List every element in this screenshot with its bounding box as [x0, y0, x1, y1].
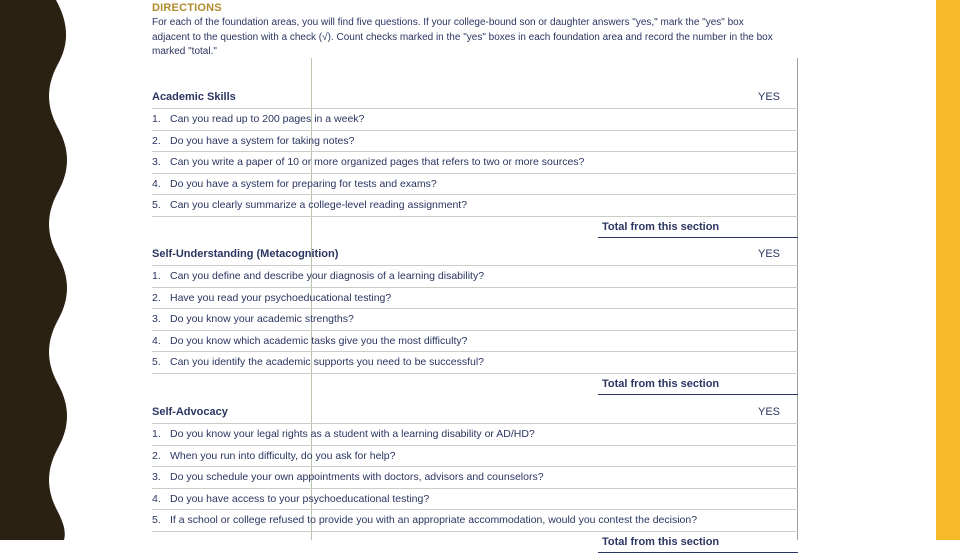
- question-row[interactable]: [152, 130, 798, 152]
- question-row[interactable]: [152, 488, 798, 510]
- question-number: 4.: [152, 334, 161, 347]
- question-text: Can you define and describe your diagnosis of a learning disability?: [170, 270, 485, 282]
- question-number: 1.: [152, 428, 161, 440]
- section-header: [152, 84, 798, 108]
- question-row[interactable]: [152, 351, 798, 373]
- question-text: If a school or college refused to provide you with an appropriate accommodation, would you contest the decision?: [170, 514, 698, 526]
- question-number: 5.: [152, 514, 161, 526]
- question-text: Do you schedule your own appointments with doctors, advisors and counselors?: [170, 471, 544, 483]
- total-label: Total from this section: [602, 377, 720, 390]
- question-text: Can you clearly summarize a college-level reading assignment?: [170, 199, 468, 211]
- questionnaire-document: [152, 0, 798, 548]
- question-row[interactable]: [152, 445, 798, 467]
- total-box-underline: [598, 237, 798, 238]
- total-box-underline: [598, 394, 798, 395]
- directions-text: For each of the foundation areas, you will find five questions. If your college-bound son or daughter answers "yes," mark the "yes" box adjacent to the question with a check (√). Count checks marked in the "yes" boxes in each foundation area and record the number in the box marked "total.": [152, 17, 773, 57]
- question-row[interactable]: [152, 194, 798, 216]
- question-number: 2.: [152, 134, 161, 147]
- question-row[interactable]: [152, 173, 798, 195]
- question-row[interactable]: [152, 108, 798, 130]
- question-text: Do you know your academic strengths?: [170, 313, 354, 325]
- section-header: [152, 399, 798, 423]
- total-row[interactable]: [152, 216, 798, 238]
- question-row[interactable]: [152, 151, 798, 173]
- question-text: Do you know your legal rights as a student with a learning disability or AD/HD?: [170, 428, 535, 440]
- question-text: Can you identify the academic supports you need to be successful?: [170, 356, 485, 368]
- question-row[interactable]: [152, 509, 798, 531]
- total-label: Total from this section: [602, 220, 720, 233]
- question-text: Do you have access to your psychoeducational testing?: [170, 492, 430, 505]
- question-text: When you run into difficulty, do you ask for help?: [170, 449, 396, 462]
- question-text: Do you have a system for taking notes?: [170, 134, 355, 147]
- section-self-advocacy: [152, 399, 798, 553]
- section-academic-skills: [152, 84, 798, 238]
- question-text: Do you know which academic tasks give you the most difficulty?: [170, 334, 468, 347]
- total-box-underline: [598, 552, 798, 553]
- directions-heading: DIRECTIONS: [152, 2, 222, 14]
- question-text: Do you have a system for preparing for tests and exams?: [170, 177, 437, 190]
- question-number: 2.: [152, 291, 161, 304]
- section-title: Academic Skills: [152, 91, 236, 103]
- wavy-left-border-decoration: [0, 0, 80, 540]
- yes-column-label: YES: [757, 91, 780, 103]
- question-number: 4.: [152, 177, 161, 190]
- question-row[interactable]: [152, 423, 798, 445]
- question-row[interactable]: [152, 287, 798, 309]
- question-text: Can you write a paper of 10 or more organized pages that refers to two or more sources?: [170, 156, 585, 168]
- total-row[interactable]: [152, 373, 798, 395]
- question-row[interactable]: [152, 330, 798, 352]
- question-row[interactable]: [152, 265, 798, 287]
- question-number: 1.: [152, 270, 161, 282]
- section-title: Self-Understanding (Metacognition): [152, 248, 339, 260]
- question-number: 3.: [152, 471, 161, 483]
- question-text: Have you read your psychoeducational testing?: [170, 291, 392, 304]
- right-accent-bar: [936, 0, 960, 540]
- question-number: 3.: [152, 156, 161, 168]
- question-number: 5.: [152, 356, 161, 368]
- section-header: [152, 241, 798, 265]
- section-self-understanding: [152, 241, 798, 395]
- question-number: 3.: [152, 313, 161, 325]
- yes-column-label: YES: [757, 406, 780, 418]
- question-number: 5.: [152, 199, 161, 211]
- question-number: 4.: [152, 492, 161, 505]
- section-title: Self-Advocacy: [152, 406, 228, 418]
- total-row[interactable]: [152, 531, 798, 553]
- question-row[interactable]: [152, 466, 798, 488]
- question-text: Can you read up to 200 pages in a week?: [170, 113, 365, 125]
- yes-column-label: YES: [757, 248, 780, 260]
- question-number: 2.: [152, 449, 161, 462]
- question-row[interactable]: [152, 308, 798, 330]
- total-label: Total from this section: [602, 535, 720, 548]
- question-number: 1.: [152, 113, 161, 125]
